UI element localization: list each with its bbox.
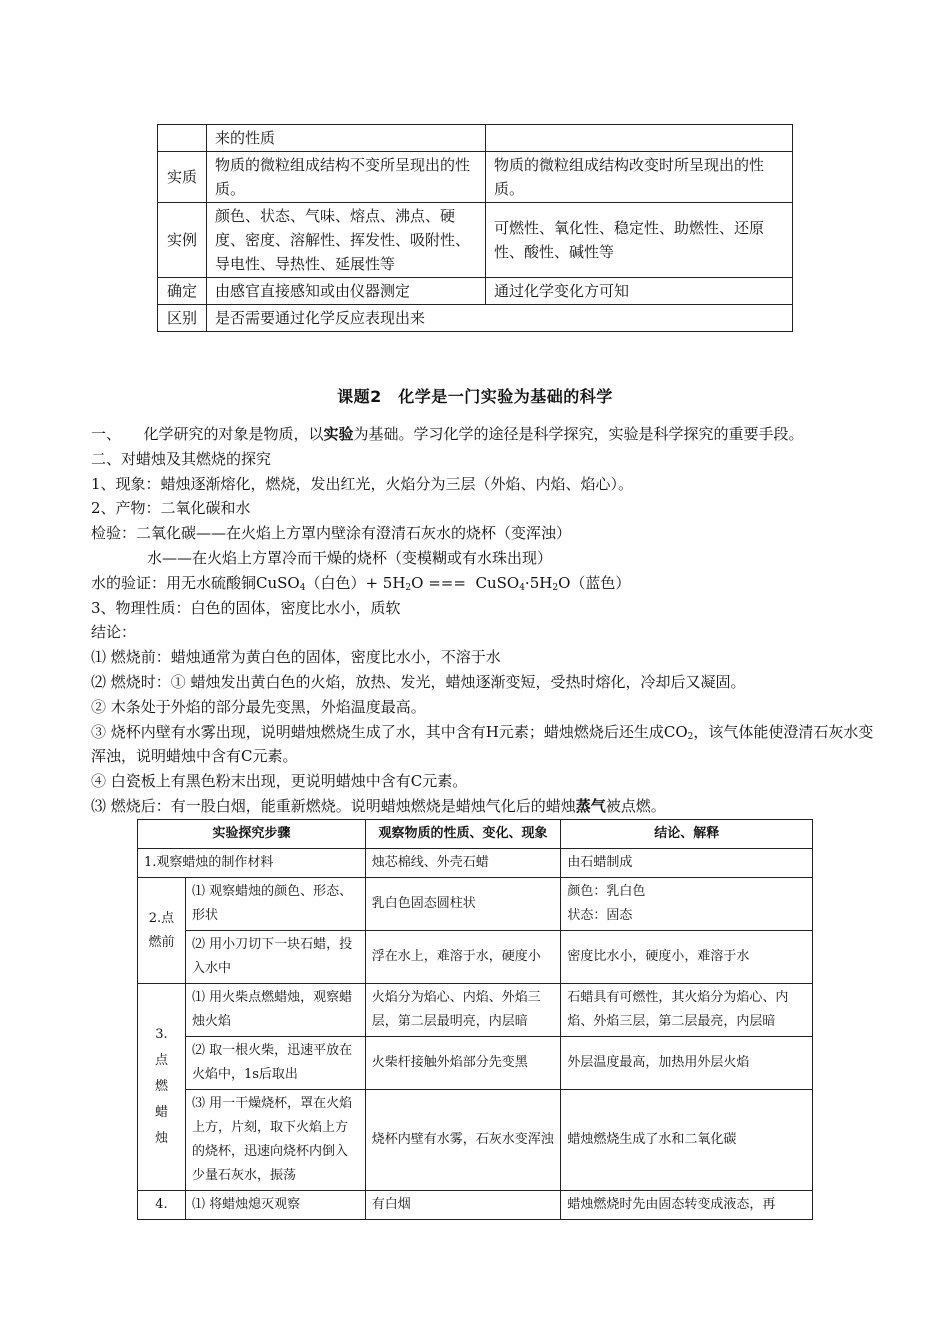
- paragraph: 二、对蜡烛及其燃烧的探究: [91, 449, 272, 468]
- chemical-cell: 物质的微粒组成结构改变时所呈现出的性质。: [486, 152, 793, 203]
- table-row: [138, 931, 813, 984]
- merged-cell: 是否需要通过化学反应表现出来: [207, 305, 793, 332]
- conclusion-cell: [561, 878, 813, 931]
- chemical-cell: [486, 125, 793, 152]
- conclusion-cell: 密度比水小，硬度小，难溶于水: [561, 931, 813, 984]
- table-header-row: [138, 820, 813, 849]
- subscript: 2: [552, 582, 559, 593]
- bold-text: 实验: [323, 425, 354, 443]
- conclusion-line: 状态：固态: [567, 908, 633, 923]
- column-header: 实验探究步骤: [138, 820, 366, 849]
- observation-cell: 有白烟: [365, 1191, 561, 1220]
- subscript: 4: [519, 582, 525, 593]
- table-row: [138, 1037, 813, 1090]
- step-cell: ⑴ 观察蜡烛的颜色、形态、形状: [185, 878, 365, 931]
- observation-cell: 火焰分为焰心、内焰、外焰三层，第二层最明亮，内层暗: [365, 984, 561, 1037]
- group-char: 烛: [154, 1131, 168, 1146]
- observation-cell: 乳白色固态圆柱状: [365, 878, 561, 931]
- table-row: [158, 152, 793, 203]
- table-row: [158, 278, 793, 305]
- text-span: O === CuSO: [411, 573, 520, 592]
- bold-text: 蒸气: [575, 796, 606, 815]
- paragraph: ⑵ 燃烧时：① 蜡烛发出黄白色的火焰，放热、发光，蜡烛逐渐变短，受热时熔化，冷却后又凝固。: [91, 672, 746, 691]
- observation-cell: 火柴杆接触外焰部分先变黑: [365, 1037, 561, 1090]
- paragraph: [91, 720, 881, 770]
- paragraph: [91, 794, 881, 819]
- text-span: O（蓝色）: [558, 573, 631, 592]
- physical-cell: 颜色、状态、气味、熔点、沸点、硬度、密度、溶解性、挥发性、吸附性、导电性、导热性、延展性等: [207, 203, 486, 278]
- paragraph: 结论：: [91, 623, 137, 642]
- table-row: [158, 125, 793, 152]
- conclusion-cell: 由石蜡制成: [561, 849, 813, 878]
- paragraph: ② 木条处于外焰的部分最先变黑，外焰温度最高。: [91, 697, 426, 716]
- paragraph: ⑴ 燃烧前：蜡烛通常为黄白色的固体，密度比水小，不溶于水: [91, 648, 501, 667]
- text-span: 一、 化学研究的对象是物质，以: [91, 425, 324, 443]
- row-key: 区别: [158, 305, 207, 332]
- group-cell: [138, 984, 186, 1191]
- text-span: ·5H: [524, 573, 553, 592]
- paragraph: 1、现象：蜡烛逐渐熔化，燃烧，发出红光，火焰分为三层（外焰、内焰、焰心）。: [91, 474, 634, 493]
- text-span: （白色）+ 5H: [305, 573, 406, 592]
- group-char: 燃: [154, 1079, 168, 1094]
- physical-cell: 物质的微粒组成结构不变所呈现出的性质。: [207, 152, 486, 203]
- table-row: [158, 305, 793, 332]
- chemical-cell: 通过化学变化方可知: [486, 278, 793, 305]
- paragraph: [91, 422, 881, 447]
- observation-cell: 浮在水上，难溶于水，硬度小: [365, 931, 561, 984]
- observation-cell: 烛芯棉线、外壳石蜡: [365, 849, 561, 878]
- table-row: [138, 1191, 813, 1220]
- group-cell: 4.: [138, 1191, 186, 1220]
- chemical-cell: 可燃性、氧化性、稳定性、助燃性、还原性、酸性、碱性等: [486, 203, 793, 278]
- column-header: 结论、解释: [561, 820, 813, 849]
- group-char: 3.: [155, 1027, 168, 1042]
- body-text: [91, 422, 881, 819]
- group-cell: 2.点燃前: [138, 878, 186, 984]
- conclusion-line: 颜色：乳白色: [567, 884, 646, 899]
- section-title: 课题2 化学是一门实验为基础的科学: [337, 387, 613, 406]
- row-key: [158, 125, 207, 152]
- step-cell: ⑶ 用一干燥烧杯，罩在火焰上方，片刻，取下火焰上方的烧杯，迅速向烧杯内倒入少量石灰水，振荡: [185, 1090, 365, 1191]
- experiment-table: [137, 819, 813, 1220]
- table-row: [138, 984, 813, 1037]
- group-char: 点: [154, 1053, 168, 1068]
- subscript: 2: [405, 582, 412, 593]
- subscript: 4: [299, 582, 306, 593]
- step-cell: ⑴ 将蜡烛熄灭观察: [185, 1191, 365, 1220]
- table-row: [138, 849, 813, 878]
- table-row: [138, 1090, 813, 1191]
- row-key: 实例: [158, 203, 207, 278]
- conclusion-cell: 石蜡具有可燃性，其火焰分为焰心、内焰、外焰三层，第二层最亮，内层暗: [561, 984, 813, 1037]
- text-span: ⑶ 燃烧后：有一股白烟，能重新燃烧。说明蜡烛燃烧是蜡烛气化后的蜡烛: [91, 796, 576, 815]
- paragraph: 2、产物：二氧化碳和水: [91, 499, 251, 518]
- row-key: 确定: [158, 278, 207, 305]
- text-span: 为基础。学习化学的途径是科学探究，实验是科学探究的重要手段。: [353, 425, 804, 443]
- step-cell: ⑵ 用小刀切下一块石蜡，投入水中: [185, 931, 365, 984]
- text-span: 水的验证：用无水硫酸铜CuSO: [91, 573, 300, 592]
- conclusion-cell: 蜡烛燃烧生成了水和二氧化碳: [561, 1090, 813, 1191]
- text-span: ③ 烧杯内壁有水雾出现，说明蜡烛燃烧生成了水，其中含有H元素；蜡烛燃烧后还生成CO: [91, 722, 688, 741]
- text-span: ，该气体能使澄清石灰水变浑浊，说明蜡烛中含有C元素。: [91, 722, 874, 766]
- paragraph: ④ 白瓷板上有黑色粉末出现，更说明蜡烛中含有C元素。: [91, 772, 468, 791]
- step-cell: 1.观察蜡烛的制作材料: [138, 849, 366, 878]
- paragraph: [91, 571, 881, 596]
- paragraph: 检验：二氧化碳——在火焰上方罩内壁涂有澄清石灰水的烧杯（变浑浊）: [91, 524, 572, 543]
- physical-cell: 来的性质: [207, 125, 486, 152]
- group-char: 蜡: [154, 1105, 168, 1120]
- step-cell: ⑴ 用火柴点燃蜡烛，观察蜡烛火焰: [185, 984, 365, 1037]
- conclusion-cell: 蜡烛燃烧时先由固态转变成液态，再: [561, 1191, 813, 1220]
- table-row: [158, 203, 793, 278]
- column-header: 观察物质的性质、变化、现象: [365, 820, 561, 849]
- step-cell: ⑵ 取一根火柴，迅速平放在火焰中，1s后取出: [185, 1037, 365, 1090]
- text-span: 被点燃。: [605, 796, 666, 815]
- subscript: 2: [687, 731, 694, 742]
- table-row: [138, 878, 813, 931]
- property-comparison-table: [157, 124, 793, 332]
- observation-cell: 烧杯内壁有水雾，石灰水变浑浊: [365, 1090, 561, 1191]
- paragraph: 水——在火焰上方罩冷而干燥的烧杯（变模糊或有水珠出现）: [147, 548, 553, 567]
- conclusion-cell: 外层温度最高，加热用外层火焰: [561, 1037, 813, 1090]
- row-key: 实质: [158, 152, 207, 203]
- physical-cell: 由感官直接感知或由仪器测定: [207, 278, 486, 305]
- paragraph: 3、物理性质：白色的固体，密度比水小，质软: [91, 598, 401, 617]
